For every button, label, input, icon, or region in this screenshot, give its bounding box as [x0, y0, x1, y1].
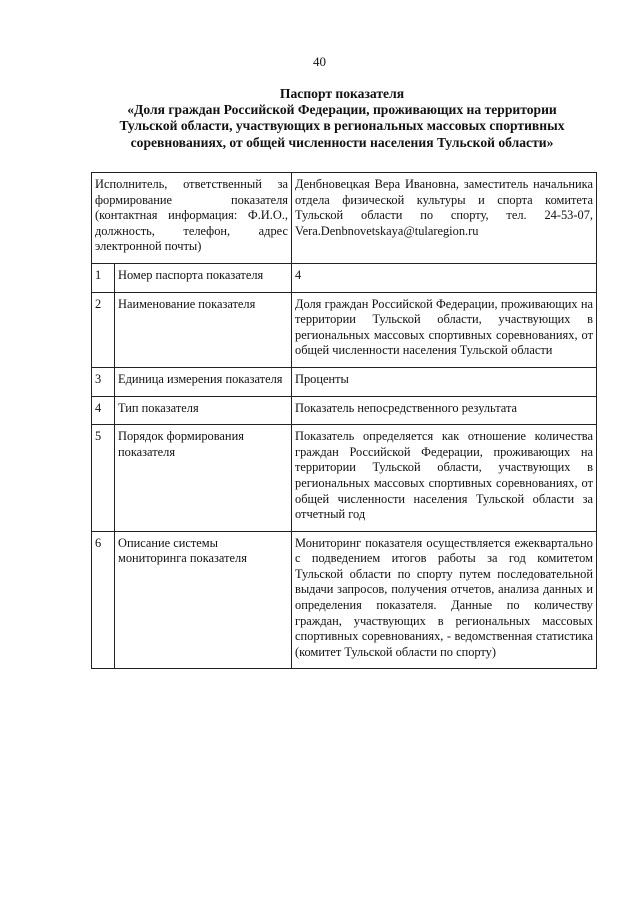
- table-row-executor: [92, 173, 597, 264]
- table-row: [92, 292, 597, 367]
- row-value: Мониторинг показателя осуществляется ежеквартально с подведением итогов работы за год комитетом Тульской области по спорту путем последовательной выдачи запросов, получения отчетов, анализа данных и определения показателя. Данные по количеству граждан, участвующих в региональных массовых спортивных соревнованиях, - ведомственная статистика (комитет Тульской области по спорту): [292, 531, 597, 669]
- row-value: Проценты: [292, 367, 597, 396]
- row-value: Доля граждан Российской Федерации, проживающих на территории Тульской области, участвующих в региональных массовых спортивных соревнованиях, от общей численности населения Тульской области: [292, 292, 597, 367]
- row-label: Описание системы мониторинга показателя: [115, 531, 292, 669]
- title-line-3: Тульской области, участвующих в региональных массовых спортивных: [119, 118, 565, 134]
- row-number: 2: [92, 292, 115, 367]
- row-number: 5: [92, 425, 115, 532]
- document-title: [80, 86, 604, 151]
- table-row: [92, 425, 597, 532]
- page-number: 40: [313, 54, 326, 69]
- row-number: 4: [92, 396, 115, 425]
- row-number: 6: [92, 531, 115, 669]
- row-label: Наименование показателя: [115, 292, 292, 367]
- row-number: 1: [92, 263, 115, 292]
- table-row: [92, 263, 597, 292]
- passport-table: [91, 172, 597, 669]
- row-value: 4: [292, 263, 597, 292]
- title-line-1: Паспорт показателя: [279, 86, 405, 101]
- executor-label: Исполнитель, ответственный за формирование показателя (контактная информация: Ф.И.О., должность, телефон, адрес электронной почты): [92, 173, 292, 264]
- table-row: [92, 531, 597, 669]
- title-line-2: «Доля граждан Российской Федерации, проживающих на территории: [127, 102, 557, 118]
- row-value: Показатель непосредственного результата: [292, 396, 597, 425]
- row-label: Порядок формирования показателя: [115, 425, 292, 532]
- table-row: [92, 396, 597, 425]
- row-number: 3: [92, 367, 115, 396]
- row-label: Тип показателя: [115, 396, 292, 425]
- table-row: [92, 367, 597, 396]
- executor-value: Денбновецкая Вера Ивановна, заместитель начальника отдела физической культуры и спорта комитета Тульской области по спорту, тел. 24-53-07, Vera.Denbnovetskaya@tularegion.ru: [292, 173, 597, 264]
- row-label: Номер паспорта показателя: [115, 263, 292, 292]
- title-line-4: соревнованиях, от общей численности населения Тульской области»: [130, 134, 554, 150]
- row-label: Единица измерения показателя: [115, 367, 292, 396]
- row-value: Показатель определяется как отношение количества граждан Российской Федерации, проживающих на территории Тульской области, участвующих в региональных массовых спортивных соревнованиях, от общей численности населения Тульской области за отчетный год: [292, 425, 597, 532]
